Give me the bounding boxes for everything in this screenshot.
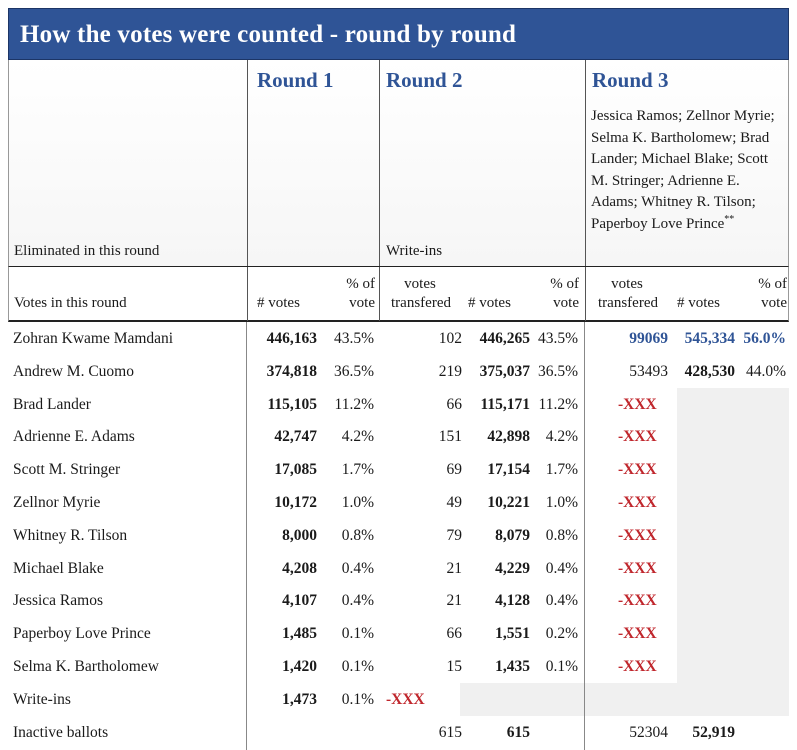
cell-r1-votes: 1,420 bbox=[282, 657, 317, 675]
cell-r1-pct: 0.1% bbox=[341, 657, 374, 675]
cell-r1-pct: 0.1% bbox=[341, 625, 374, 643]
r1-pct-header-2: vote bbox=[349, 295, 375, 311]
cell-r1-votes: 115,105 bbox=[267, 395, 317, 413]
cell-r2-votes: 10,221 bbox=[487, 493, 530, 511]
round-2-title: Round 2 bbox=[386, 68, 463, 92]
table-row bbox=[8, 617, 789, 650]
cell-r2-pct: 4.2% bbox=[545, 428, 578, 446]
round-2-eliminated: Write-ins bbox=[386, 243, 443, 259]
round-1-title: Round 1 bbox=[257, 68, 334, 92]
cell-r2-transfer: 615 bbox=[438, 723, 462, 741]
cell-r2-votes: 1,551 bbox=[495, 625, 530, 643]
r2-pct-header-2: vote bbox=[553, 295, 579, 311]
cell-r2-votes: 446,265 bbox=[479, 330, 530, 347]
cell-r2-transfer: 79 bbox=[446, 526, 462, 544]
cell-r2-pct: 0.1% bbox=[545, 657, 578, 675]
round-header bbox=[8, 60, 789, 266]
table-row bbox=[8, 519, 789, 552]
table-body bbox=[8, 322, 789, 748]
table-row bbox=[8, 322, 789, 355]
r3-votes-header: # votes bbox=[677, 295, 720, 311]
r1-votes-header: # votes bbox=[257, 295, 300, 311]
column-headers bbox=[8, 266, 789, 322]
cell-r2-pct: 1.0% bbox=[545, 493, 578, 511]
cell-r1-votes: 1,485 bbox=[282, 625, 317, 643]
cell-r2-votes: 115,171 bbox=[480, 395, 530, 413]
cell-r2-pct: 0.8% bbox=[545, 526, 578, 544]
cell-r2-votes: 8,079 bbox=[495, 526, 530, 544]
cell-r3-transfer: -XXX bbox=[618, 493, 657, 511]
cell-r1-pct: 1.7% bbox=[341, 461, 374, 479]
round-3-eliminated-list: Jessica Ramos; Zellnor Myrie; Selma K. Bartholomew; Brad Lander; Michael Blake; Scott M. Stringer; Adrienne E. Adams; Whitney R. Tilson; Paperboy Love Prince bbox=[591, 108, 775, 232]
cell-r3-transfer: -XXX bbox=[618, 559, 657, 577]
cell-name: Adrienne E. Adams bbox=[13, 428, 135, 446]
cell-name: Inactive ballots bbox=[13, 723, 109, 741]
cell-r2-transfer: 219 bbox=[438, 362, 462, 380]
table-row bbox=[8, 683, 789, 716]
cell-r2-votes: 375,037 bbox=[479, 362, 530, 380]
cell-r3-votes: 428,530 bbox=[684, 362, 735, 380]
cell-r1-votes: 42,747 bbox=[274, 428, 317, 446]
cell-r1-pct: 43.5% bbox=[333, 330, 374, 347]
cell-name: Brad Lander bbox=[13, 395, 91, 413]
table-row bbox=[8, 453, 789, 486]
cell-r1-votes: 1,473 bbox=[282, 690, 317, 708]
cell-r1-pct: 0.4% bbox=[341, 592, 374, 610]
round-3-eliminated bbox=[591, 106, 787, 235]
r3-pct-header-2: vote bbox=[761, 295, 787, 311]
r2-votes-header: # votes bbox=[468, 295, 511, 311]
r1-pct-header-1: % of bbox=[346, 276, 375, 292]
r3-transfer-header-1: votes bbox=[611, 276, 643, 292]
table-title: How the votes were counted - round by round bbox=[8, 8, 789, 60]
r2-transfer-header-1: votes bbox=[404, 276, 436, 292]
table-row bbox=[8, 388, 789, 421]
cell-r2-transfer: -XXX bbox=[386, 690, 425, 708]
cell-r2-transfer: 66 bbox=[446, 625, 462, 643]
divider-r3 bbox=[585, 60, 586, 266]
table-row bbox=[8, 650, 789, 683]
cell-r3-transfer: -XXX bbox=[618, 461, 657, 479]
r3-pct-header-1: % of bbox=[758, 276, 787, 292]
cell-r3-transfer: -XXX bbox=[618, 657, 657, 675]
cell-r2-pct: 0.2% bbox=[545, 625, 578, 643]
table-row bbox=[8, 486, 789, 519]
cell-r2-votes: 4,128 bbox=[495, 592, 530, 610]
cell-name: Paperboy Love Prince bbox=[13, 625, 151, 643]
divider-sub-r1 bbox=[247, 267, 248, 321]
cell-r1-votes: 4,208 bbox=[282, 559, 317, 577]
cell-name: Zohran Kwame Mamdani bbox=[13, 330, 174, 347]
cell-r1-votes: 446,163 bbox=[266, 330, 317, 347]
cell-name: Selma K. Bartholomew bbox=[13, 657, 159, 675]
r3-transfer-header-2: transfered bbox=[598, 295, 658, 311]
round-3-title: Round 3 bbox=[592, 68, 669, 92]
cell-r3-transfer: -XXX bbox=[618, 625, 657, 643]
cell-name: Scott M. Stringer bbox=[13, 461, 121, 479]
cell-r1-pct: 0.1% bbox=[341, 690, 374, 708]
cell-name: Whitney R. Tilson bbox=[13, 526, 128, 544]
table-row bbox=[8, 716, 789, 749]
r2-pct-header-1: % of bbox=[550, 276, 579, 292]
cell-r1-pct: 0.4% bbox=[341, 559, 374, 577]
cell-r3-transfer: -XXX bbox=[618, 395, 657, 413]
cell-r3-transfer: 52304 bbox=[629, 723, 668, 741]
cell-name: Andrew M. Cuomo bbox=[13, 362, 134, 380]
cell-r1-votes: 374,818 bbox=[266, 362, 317, 380]
cell-r1-pct: 0.8% bbox=[341, 526, 374, 544]
cell-r2-pct: 0.4% bbox=[545, 592, 578, 610]
cell-r2-pct: 0.4% bbox=[545, 559, 578, 577]
cell-r1-pct: 4.2% bbox=[341, 428, 374, 446]
cell-r1-votes: 17,085 bbox=[274, 461, 317, 479]
cell-r2-transfer: 66 bbox=[446, 395, 462, 413]
cell-r2-votes: 42,898 bbox=[487, 428, 530, 446]
cell-name: Michael Blake bbox=[13, 559, 104, 577]
cell-r3-transfer: 53493 bbox=[629, 362, 668, 380]
cell-r2-transfer: 49 bbox=[446, 493, 462, 511]
votes-in-round-label: Votes in this round bbox=[14, 295, 127, 311]
divider-r2 bbox=[379, 60, 380, 266]
cell-r2-transfer: 15 bbox=[446, 657, 462, 675]
table-row bbox=[8, 355, 789, 388]
cell-r2-votes: 17,154 bbox=[487, 461, 530, 479]
cell-r1-votes: 8,000 bbox=[282, 526, 317, 544]
cell-r2-pct: 43.5% bbox=[537, 330, 578, 347]
cell-r2-votes: 1,435 bbox=[495, 657, 530, 675]
eliminated-label: Eliminated in this round bbox=[14, 243, 160, 259]
cell-r2-pct: 11.2% bbox=[538, 395, 578, 413]
cell-r2-transfer: 102 bbox=[438, 330, 462, 347]
cell-r3-transfer: -XXX bbox=[618, 428, 657, 446]
cell-r2-votes: 615 bbox=[506, 723, 530, 741]
r2-transfer-header-2: transfered bbox=[391, 295, 451, 311]
cell-r2-transfer: 151 bbox=[438, 428, 462, 446]
cell-r1-votes: 10,172 bbox=[274, 493, 317, 511]
divider-r1 bbox=[247, 60, 248, 266]
cell-r1-pct: 11.2% bbox=[334, 395, 374, 413]
table-row bbox=[8, 584, 789, 617]
table-row bbox=[8, 552, 789, 585]
cell-name: Write-ins bbox=[13, 690, 71, 708]
cell-r2-pct: 36.5% bbox=[537, 362, 578, 380]
cell-r2-transfer: 69 bbox=[446, 461, 462, 479]
cell-r2-transfer: 21 bbox=[446, 592, 462, 610]
cell-r3-transfer: -XXX bbox=[618, 592, 657, 610]
cell-r3-transfer: 99069 bbox=[629, 330, 668, 347]
cell-name: Jessica Ramos bbox=[13, 592, 103, 610]
cell-r3-transfer: -XXX bbox=[618, 526, 657, 544]
cell-r1-pct: 1.0% bbox=[341, 493, 374, 511]
cell-r1-pct: 36.5% bbox=[333, 362, 374, 380]
cell-r2-transfer: 21 bbox=[446, 559, 462, 577]
cell-r3-pct: 44.0% bbox=[745, 362, 786, 380]
cell-r2-votes: 4,229 bbox=[495, 559, 530, 577]
table-row bbox=[8, 420, 789, 453]
cell-r1-votes: 4,107 bbox=[282, 592, 317, 610]
cell-r2-pct: 1.7% bbox=[545, 461, 578, 479]
cell-name: Zellnor Myrie bbox=[13, 493, 101, 511]
cell-r3-pct: 56.0% bbox=[743, 330, 786, 347]
footnote-marker: ** bbox=[724, 213, 735, 225]
cell-r3-votes: 545,334 bbox=[684, 330, 735, 347]
cell-r3-votes: 52,919 bbox=[692, 723, 735, 741]
